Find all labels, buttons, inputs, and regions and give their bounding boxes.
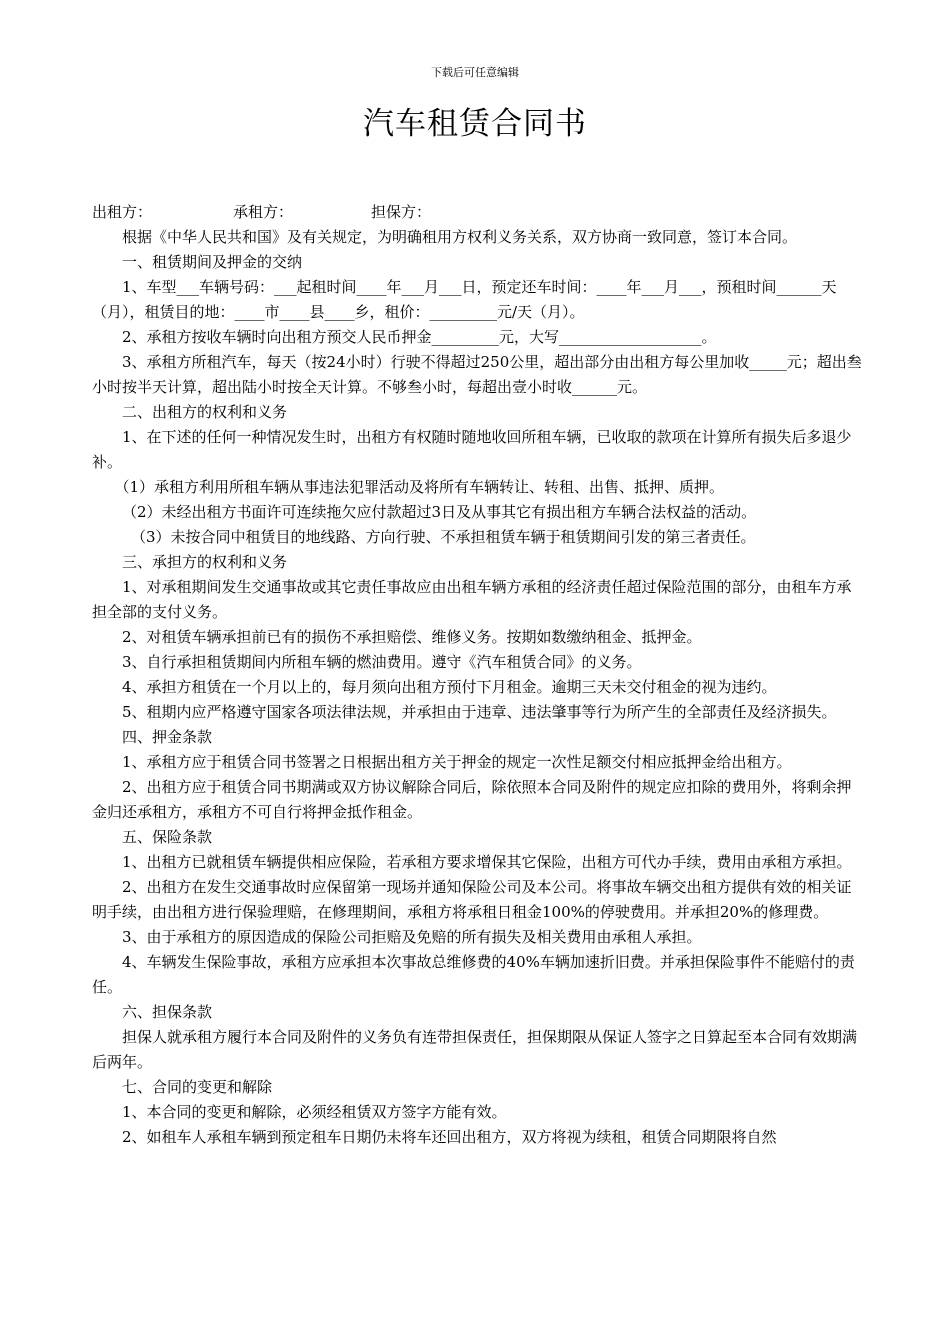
section-heading: 三、承担方的权利和义务 xyxy=(122,553,288,571)
clause-paragraph: 1、本合同的变更和解除，必须经租赁双方签字方能有效。 xyxy=(122,1103,507,1121)
clause-paragraph: 1、承租方应于租赁合同书签署之日根据出租方关于押金的规定一次性足额交付相应抵押金给出租方。 xyxy=(122,753,792,771)
clause-paragraph: 3、由于承租方的原因造成的保险公司拒赔及免赔的所有损失及相关费用由承租人承担。 xyxy=(122,928,702,946)
parties-line xyxy=(92,200,862,225)
clause-paragraph: 3、承租方所租汽车，每天（按24小时）行驶不得超过250公里，超出部分由出租方每公里加收_____元；超出叁小时按半天计算，超出陆小时按全天计算。不够叁小时，每超出壹小时收______元。 xyxy=(92,353,862,396)
sub-clause: （1）承租方利用所租车辆从事违法犯罪活动及将所有车辆转让、转租、出售、抵押、质押。 xyxy=(114,478,725,496)
lessor-label: 出租方： xyxy=(92,203,153,221)
document-title: 汽车租赁合同书 xyxy=(363,106,587,142)
lessee-label: 承租方： xyxy=(233,203,294,221)
clause-paragraph: 4、承担方租赁在一个月以上的，每月须向出租方预付下月租金。逾期三天未交付租金的视为违约。 xyxy=(122,678,777,696)
header-note: 下载后可任意编辑 xyxy=(431,66,519,79)
preamble-paragraph: 根据《中华人民共和国》及有关规定，为明确租用方权利义务关系，双方协商一致同意，签订本合同。 xyxy=(122,228,798,246)
clause-paragraph: 3、自行承担租赁期间内所租车辆的燃油费用。遵守《汽车租赁合同》的义务。 xyxy=(122,653,642,671)
sub-clause: （3）未按合同中租赁目的地线路、方向行驶、不承担租赁车辆于租赁期间引发的第三者责任。 xyxy=(131,528,756,546)
clause-paragraph: 担保人就承租方履行本合同及附件的义务负有连带担保责任，担保期限从保证人签字之日算起至本合同有效期满后两年。 xyxy=(92,1028,858,1071)
section-heading: 六、担保条款 xyxy=(122,1003,213,1021)
contract-body xyxy=(92,200,862,1150)
clause-paragraph: 5、租期内应严格遵守国家各项法律法规，并承担由于违章、违法肇事等行为所产生的全部责任及经济损失。 xyxy=(122,703,837,721)
section-heading: 四、押金条款 xyxy=(122,728,213,746)
clause-paragraph: 1、车型___车辆号码：___起租时间____年___月___日，预定还车时间：____年___月___，预租时间______天（月），租赁目的地：____市____县____乡，租价：_________元/天（月）。 xyxy=(92,278,837,321)
clause-paragraph: 2、对租赁车辆承担前已有的损伤不承担赔偿、维修义务。按期如数缴纳租金、抵押金。 xyxy=(122,628,702,646)
section-heading: 一、租赁期间及押金的交纳 xyxy=(122,253,303,271)
section-heading: 七、合同的变更和解除 xyxy=(122,1078,273,1096)
sub-clause: （2）未经出租方书面许可连续拖欠应付款超过3日及从事其它有损出租方车辆合法权益的活动。 xyxy=(122,503,757,521)
section-heading: 二、出租方的权利和义务 xyxy=(122,403,288,421)
clause-paragraph: 1、出租方已就租赁车辆提供相应保险，若承租方要求增保其它保险，出租方可代办手续，费用由承租方承担。 xyxy=(122,853,852,871)
guarantor-label: 担保方： xyxy=(371,203,432,221)
clause-paragraph: 1、在下述的任何一种情况发生时，出租方有权随时随地收回所租车辆，已收取的款项在计算所有损失后多退少补。 xyxy=(92,428,852,471)
clause-paragraph: 2、出租方在发生交通事故时应保留第一现场并通知保险公司及本公司。将事故车辆交出租方提供有效的相关证明手续，由出租方进行保验理赔，在修理期间，承租方将承租日租金100%的停驶费用。并承担20%的修理费。 xyxy=(92,878,852,921)
clause-paragraph: 4、车辆发生保险事故，承租方应承担本次事故总维修费的40%车辆加速折旧费。并承担保险事件不能赔付的责任。 xyxy=(92,953,855,996)
clause-paragraph: 2、出租方应于租赁合同书期满或双方协议解除合同后，除依照本合同及附件的规定应扣除的费用外，将剩余押金归还承租方，承租方不可自行将押金抵作租金。 xyxy=(92,778,852,821)
clause-paragraph: 1、对承租期间发生交通事故或其它责任事故应由出租车辆方承租的经济责任超过保险范围的部分，由租车方承担全部的支付义务。 xyxy=(92,578,852,621)
section-heading: 五、保险条款 xyxy=(122,828,213,846)
clause-paragraph: 2、如租车人承租车辆到预定租车日期仍未将车还回出租方，双方将视为续租，租赁合同期限将自然 xyxy=(122,1128,777,1146)
clause-paragraph: 2、承租方按收车辆时向出租方预交人民币押金_________元，大写___________________。 xyxy=(122,328,717,346)
